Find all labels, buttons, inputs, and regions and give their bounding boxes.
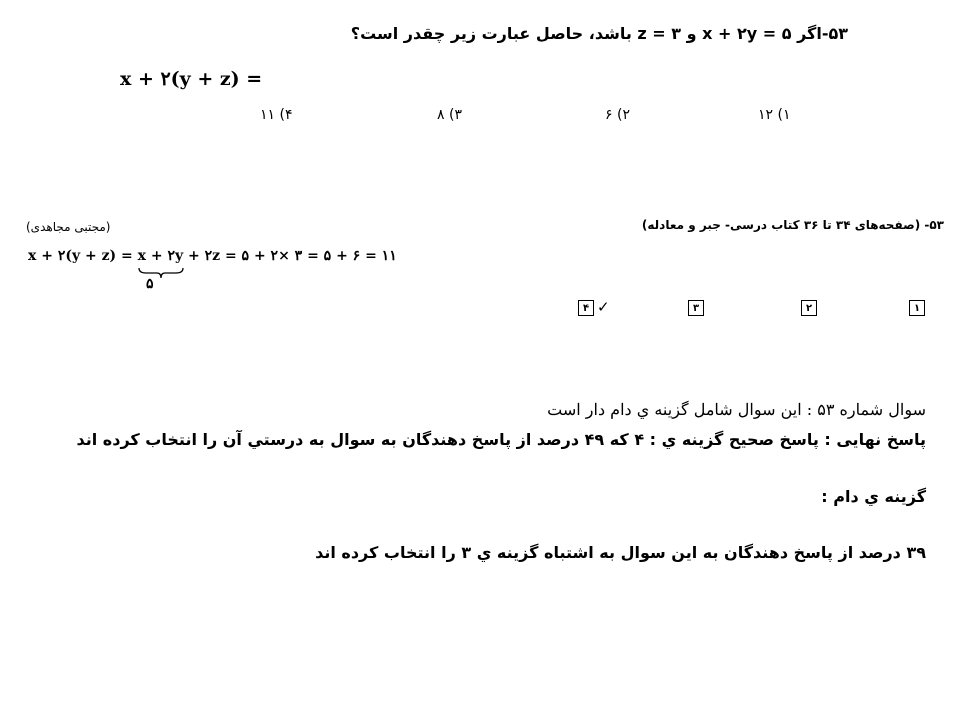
solution-equation — [28, 248, 397, 264]
choice-box-3: ۳ — [688, 300, 704, 316]
question-expression: x + ۲(y + z) = — [120, 68, 263, 90]
solution-eq-under-term: x + ۲y — [137, 248, 184, 264]
answer-key-author: (مجتبی مجاهدی) — [26, 220, 111, 234]
choice-box-2: ۲ — [801, 300, 817, 316]
option-3: ۳) ۸ — [437, 107, 462, 123]
solution-eq-prefix: x + ۲(y + z) = — [28, 248, 138, 264]
option-2: ۲) ۶ — [605, 107, 630, 123]
checkmark-icon: ✓ — [597, 298, 610, 316]
underbrace-value: ۵ — [146, 276, 154, 292]
stats-line-question-info: سوال شماره ۵۳ : این سوال شامل گزینه ي دام دار است — [547, 400, 926, 419]
choice-box-1: ۱ — [909, 300, 925, 316]
answer-key-title: ۵۳- (صفحه‌های ۳۴ تا ۳۶ کتاب درسی- جبر و معادله) — [641, 218, 944, 232]
underbrace-icon — [138, 267, 184, 279]
option-4: ۴) ۱۱ — [260, 107, 293, 123]
solution-eq-underbrace-group — [138, 248, 183, 264]
stats-line-trap-heading: گزینه ي دام : — [821, 487, 926, 506]
solution-eq-suffix: + ۲z = ۵ + ۲× ۳ = ۵ + ۶ = ۱۱ — [183, 248, 397, 264]
stats-line-final-answer: پاسخ نهایی : پاسخ صحیح گزینه ي : ۴ که ۴۹ درصد از پاسخ دهندگان به سوال به درستي آن را انتخاب کرده اند — [76, 430, 926, 449]
option-1: ۱) ۱۲ — [758, 107, 791, 123]
choice-box-4: ۴ — [578, 300, 594, 316]
stats-line-trap-detail: ۳۹ درصد از پاسخ دهندگان به این سوال به اشتباه گزینه ي ۳ را انتخاب کرده اند — [315, 543, 926, 562]
question-title: ۵۳-اگر x + ۲y = ۵ و z = ۳ باشد، حاصل عبارت زیر چقدر است؟ — [350, 24, 848, 43]
